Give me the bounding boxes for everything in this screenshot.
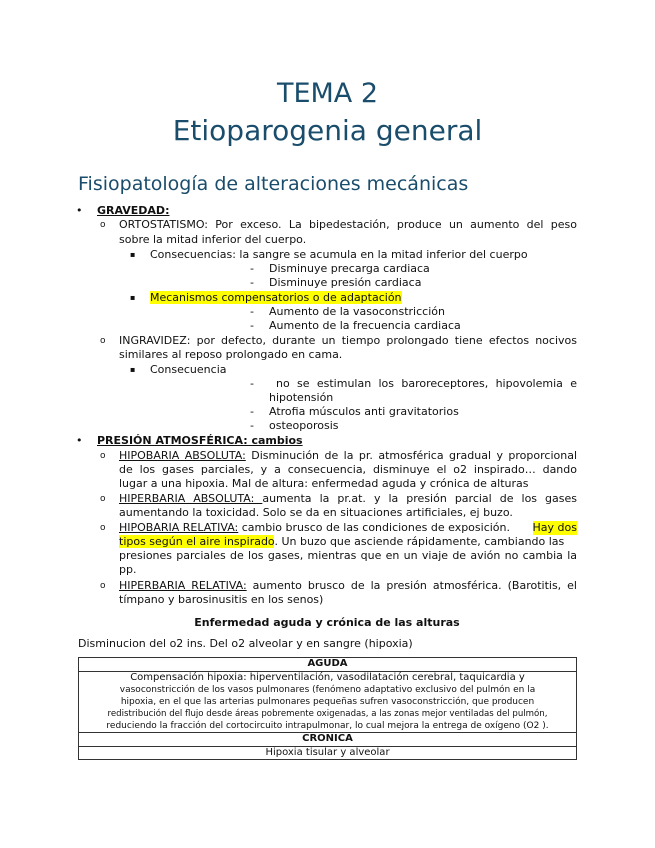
hiperbaria-relativa-text: aumento brusco de la presión atmosférica. (Barotitis, el [246, 579, 577, 592]
hipobaria-relativa-line-1 [119, 521, 577, 535]
aguda-header: AGUDA [79, 658, 577, 672]
ingravidez-line-2: similares al reposo prolongado en cama. [119, 348, 343, 361]
dash-bullet: - [250, 377, 254, 390]
gravedad-label: GRAVEDAD: [97, 204, 170, 217]
dash-bullet: - [250, 319, 254, 332]
aguda-line: reduciendo la fracción del cortocircuito intrapulmonar, lo cual mejora la entrega de oxígeno (O2 ). [106, 721, 549, 731]
dash-bullet: - [250, 419, 254, 432]
dash-item: Disminuye precarga cardiaca [269, 262, 430, 275]
circle-bullet: o [100, 220, 106, 230]
dash-bullet: - [250, 262, 254, 275]
table-row [79, 658, 577, 672]
square-bullet: ▪ [130, 250, 136, 259]
title-line-1: TEMA 2 [276, 78, 379, 109]
hiperbaria-absoluta-line-1 [119, 492, 577, 506]
hipobaria-absoluta-text: Disminución de la pr. atmosférica gradual y proporcional [245, 449, 578, 462]
alturas-table [78, 657, 577, 760]
hipobaria-relativa-line-3: presiones parciales de los gases, mientras que en un viaje de avión no cambia la [119, 549, 577, 562]
ortostatismo-line-2: sobre la mitad inferior del cuerpo. [119, 233, 307, 246]
dash-bullet: - [250, 405, 254, 418]
aguda-line: redistribución del flujo desde áreas pobremente oxigenadas, a las zonas mejor ventiladas del pulmón, [107, 709, 548, 719]
hiperbaria-absoluta-line-2: aumentando la toxicidad. Solo se da en situaciones artificiales, ej buzo. [119, 506, 513, 519]
aguda-line: vasoconstricción de los vasos pulmonares (fenómeno adaptativo exclusivo del pulmón en la [119, 685, 536, 695]
ortostatismo-line-1: ORTOSTATISMO: Por exceso. La bipedestación, produce un aumento del peso [119, 218, 577, 231]
circle-bullet: o [100, 581, 106, 591]
table-row [79, 671, 577, 733]
hipobaria-relativa-text: cambio brusco de las condiciones de exposición. [238, 521, 511, 534]
circle-bullet: o [100, 336, 106, 346]
circle-bullet: o [100, 494, 106, 504]
dash-item: no se estimulan los baroreceptores, hipovolemia e [276, 377, 577, 390]
dash-item: Disminuye presión cardiaca [269, 276, 422, 289]
hipobaria-absoluta-line-1 [119, 449, 577, 463]
hipobaria-relativa-label: HIPOBARIA RELATIVA: [119, 521, 239, 534]
consecuencias-text: Consecuencias: la sangre se acumula en la mitad inferior del cuerpo [150, 248, 528, 261]
aguda-cell [79, 671, 577, 733]
dash-item-continuation: hipotensión [269, 391, 334, 404]
circle-bullet: o [100, 523, 106, 533]
hipobaria-relativa-line-2 [119, 535, 577, 549]
hipobaria-absoluta-line-3: lugar a una hipoxia. Mal de altura: enfermedad aguda y crónica de alturas [119, 477, 529, 490]
consecuencia-text: Consecuencia [150, 363, 227, 376]
section-heading: Fisiopatología de alteraciones mecánicas [78, 173, 469, 195]
disminucion-text: Disminucion del o2 ins. Del o2 alveolar y en sangre (hipoxia) [78, 637, 413, 650]
hipobaria-relativa-text-2: . Un buzo que asciende rápidamente, cambiando las [274, 535, 565, 548]
hiperbaria-absoluta-text: aumenta la pr.at. y la presión parcial de los gases [262, 492, 577, 505]
dash-item: osteoporosis [269, 419, 339, 432]
dash-item: Aumento de la frecuencia cardiaca [269, 319, 461, 332]
square-bullet: ▪ [130, 293, 136, 302]
disc-bullet: • [76, 434, 83, 447]
disc-bullet: • [76, 204, 83, 217]
hay-dos-highlight: Hay dos [532, 521, 577, 534]
dash-bullet: - [250, 276, 254, 289]
tipos-highlight: tipos según el aire inspirado [119, 535, 275, 548]
mecanismos-highlight: Mecanismos compensatorios o de adaptación [150, 291, 402, 304]
dash-item: Aumento de la vasoconstricción [269, 305, 445, 318]
presion-label: PRESIÓN ATMOSFÉRICA: cambios [97, 434, 303, 447]
square-bullet: ▪ [130, 365, 136, 374]
circle-bullet: o [100, 451, 106, 461]
cronica-cell: Hipoxia tisular y alveolar [79, 746, 577, 760]
hiperbaria-relativa-line-1 [119, 579, 577, 593]
enfermedad-heading: Enfermedad aguda y crónica de las alturas [194, 616, 460, 629]
dash-item: Atrofia músculos anti gravitatorios [269, 405, 459, 418]
ingravidez-line-1: INGRAVIDEZ: por defecto, durante un tiempo prolongado tiene efectos nocivos [119, 334, 577, 347]
hipobaria-absoluta-line-2: de los gases parciales, y a consecuencia, disminuye el o2 inspirado… dando [119, 463, 577, 476]
hiperbaria-relativa-line-2: tímpano y barosinusitis en los senos) [119, 593, 324, 606]
dash-bullet: - [250, 305, 254, 318]
hiperbaria-relativa-label: HIPERBARIA RELATIVA: [119, 579, 247, 592]
aguda-line: Compensación hipoxia: hiperventilación, vasodilatación cerebral, taquicardia y [130, 671, 525, 683]
aguda-line: hipoxia, en el que las arterias pulmonares pequeñas sufren vasoconstricción, que producen [120, 697, 535, 707]
hipobaria-relativa-line-4: pp. [119, 563, 137, 576]
cronica-header: CRONICA [79, 733, 577, 747]
hipobaria-absoluta-label: HIPOBARIA ABSOLUTA: [119, 449, 246, 462]
table-row [79, 733, 577, 747]
hiperbaria-absoluta-label: HIPERBARIA ABSOLUTA: [119, 492, 263, 505]
title-line-2: Etioparogenia general [172, 114, 483, 147]
table-row [79, 746, 577, 760]
